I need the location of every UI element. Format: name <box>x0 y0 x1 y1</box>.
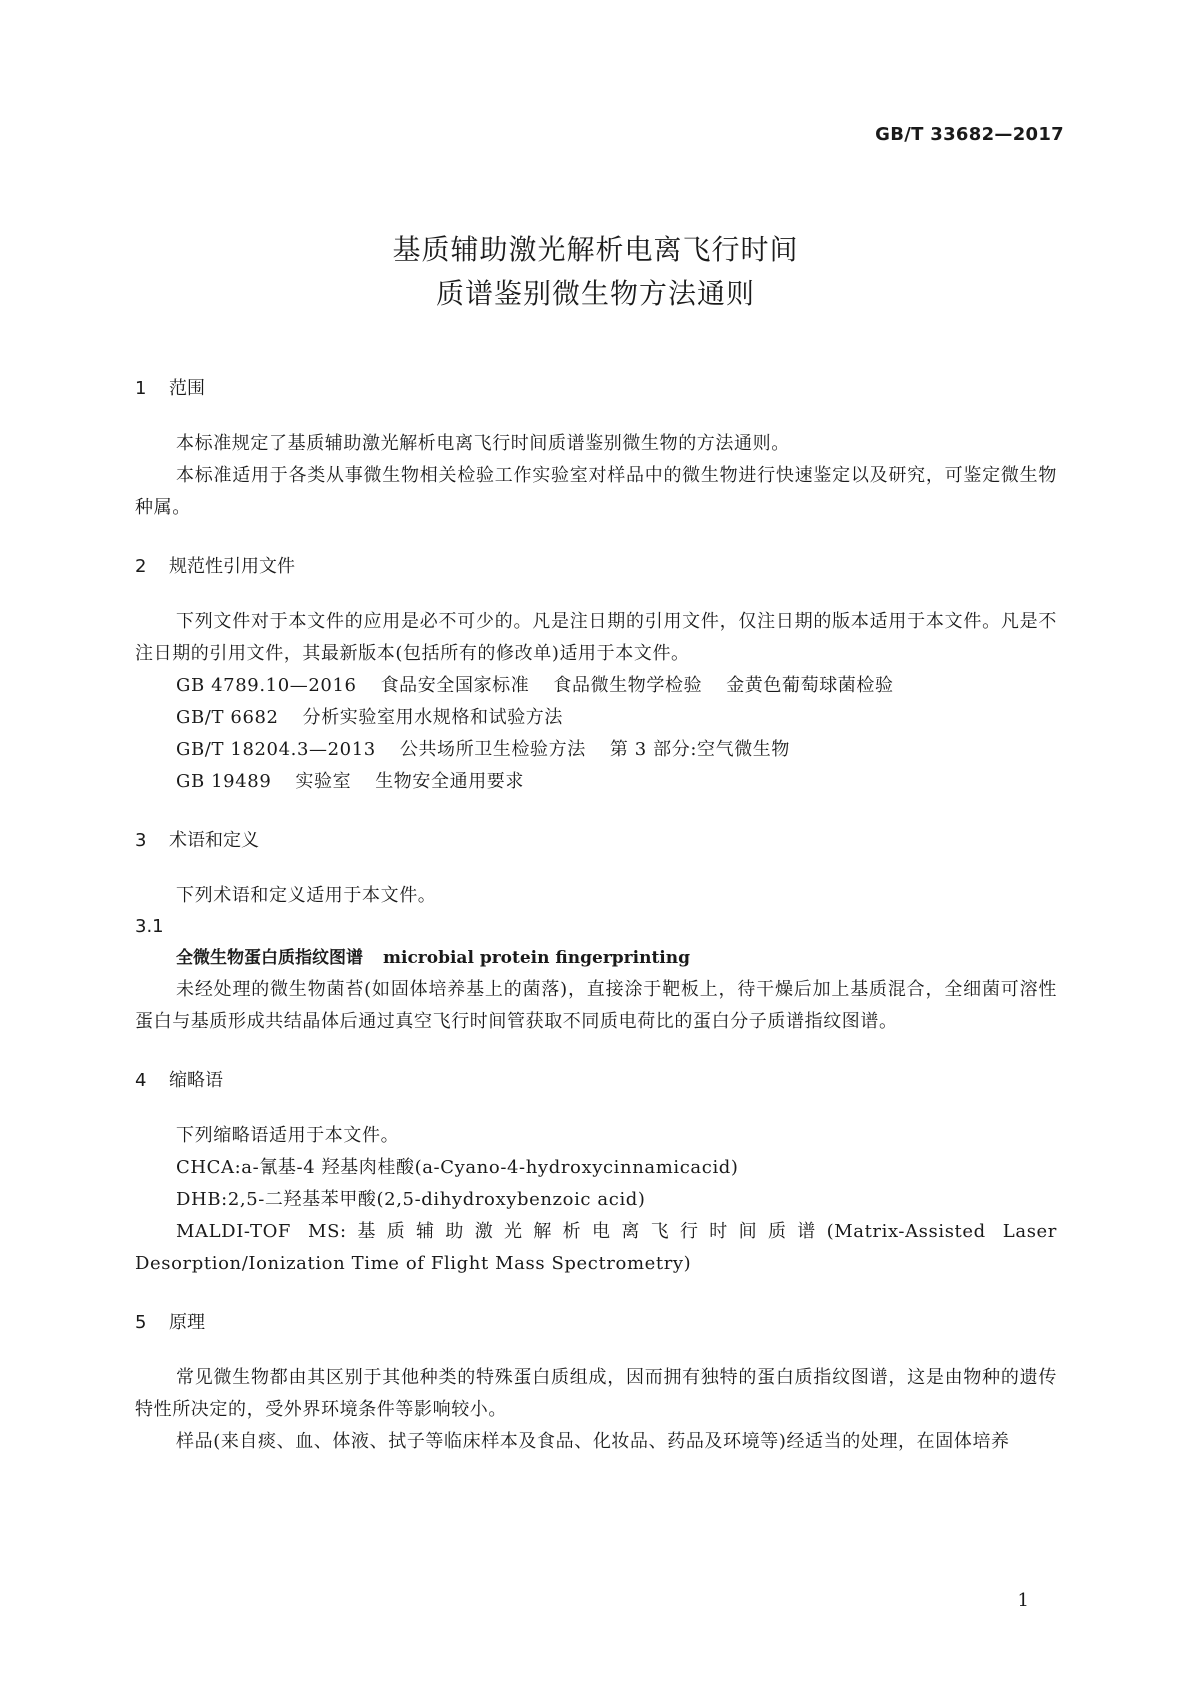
paragraph: 本标准适用于各类从事微生物相关检验工作实验室对样品中的微生物进行快速鉴定以及研究，可鉴定微生物种属。 <box>135 465 1057 518</box>
reference-part: 第 3 部分:空气微生物 <box>609 739 791 760</box>
section-3-heading <box>135 824 1057 858</box>
reference-code: GB/T 18204.3—2013 <box>176 739 376 760</box>
reference-part: 食品微生物学检验 <box>553 675 703 696</box>
paragraph: 样品(来自痰、血、体液、拭子等临床样本及食品、化妆品、药品及环境等)经适当的处理，在固体培养 <box>176 1431 1010 1452</box>
reference-item <box>135 734 1057 766</box>
section-title: 范围 <box>169 378 205 399</box>
reference-part: 公共场所卫生检验方法 <box>399 739 586 760</box>
reference-part: 食品安全国家标准 <box>380 675 530 696</box>
paragraph: 本标准规定了基质辅助激光解析电离飞行时间质谱鉴别微生物的方法通则。 <box>176 433 790 454</box>
term-english: microbial protein fingerprinting <box>383 948 691 968</box>
title-line-2: 质谱鉴别微生物方法通则 <box>435 277 755 310</box>
section-number: 1 <box>135 378 147 399</box>
page-number: 1 <box>1017 1590 1029 1611</box>
term-definition: 未经处理的微生物菌苔(如固体培养基上的菌落)，直接涂于靶板上，待干燥后加上基质混合，全细菌可溶性蛋白与基质形成共结晶体后通过真空飞行时间管获取不同质电荷比的蛋白分子质谱指纹图谱。 <box>135 979 1057 1032</box>
reference-part: 金黄色葡萄球菌检验 <box>726 675 894 696</box>
term-heading <box>135 942 1057 974</box>
section-4-heading <box>135 1064 1057 1098</box>
section-title: 规范性引用文件 <box>169 556 295 577</box>
section-number: 5 <box>135 1312 147 1333</box>
reference-item <box>135 702 1057 734</box>
reference-code: GB 19489 <box>176 771 272 792</box>
section-2-heading <box>135 550 1057 584</box>
section-number: 3 <box>135 830 147 851</box>
section-title: 缩略语 <box>169 1070 223 1091</box>
document-title <box>0 228 1191 316</box>
section-title: 原理 <box>169 1312 205 1333</box>
section-number: 4 <box>135 1070 147 1091</box>
term-number: 3.1 <box>135 916 164 937</box>
section-title: 术语和定义 <box>169 830 259 851</box>
paragraph: 下列文件对于本文件的应用是必不可少的。凡是注日期的引用文件，仅注日期的版本适用于本文件。凡是不注日期的引用文件，其最新版本(包括所有的修改单)适用于本文件。 <box>135 611 1057 664</box>
abbreviation-item: MALDI-TOF MS:基质辅助激光解析电离飞行时间质谱(Matrix-Assisted Laser Desorption/Ionization Time of Flight Mass Spectrometry) <box>135 1221 1057 1274</box>
section-number: 2 <box>135 556 147 577</box>
abbreviation-item: CHCA:a-氰基-4 羟基肉桂酸(a-Cyano-4-hydroxycinnamicacid) <box>176 1157 739 1178</box>
paragraph: 下列缩略语适用于本文件。 <box>176 1125 400 1146</box>
reference-part: 生物安全通用要求 <box>375 771 525 792</box>
section-5-heading <box>135 1306 1057 1340</box>
section-1-heading <box>135 372 1057 406</box>
reference-part: 实验室 <box>295 771 352 792</box>
paragraph: 下列术语和定义适用于本文件。 <box>176 885 437 906</box>
reference-item <box>135 670 1057 702</box>
abbreviation-item: DHB:2,5-二羟基苯甲酸(2,5-dihydroxybenzoic acid) <box>176 1189 646 1210</box>
standard-code: GB/T 33682—2017 <box>875 124 1064 145</box>
document-body <box>135 372 1057 1458</box>
reference-code: GB/T 6682 <box>176 707 279 728</box>
paragraph: 常见微生物都由其区别于其他种类的特殊蛋白质组成，因而拥有独特的蛋白质指纹图谱，这是由物种的遗传特性所决定的，受外界环境条件等影响较小。 <box>135 1367 1057 1420</box>
title-line-1: 基质辅助激光解析电离飞行时间 <box>392 233 799 266</box>
term-chinese: 全微生物蛋白质指纹图谱 <box>176 948 363 968</box>
reference-part: 分析实验室用水规格和试验方法 <box>302 707 564 728</box>
reference-item <box>135 766 1057 798</box>
reference-code: GB 4789.10—2016 <box>176 675 357 696</box>
